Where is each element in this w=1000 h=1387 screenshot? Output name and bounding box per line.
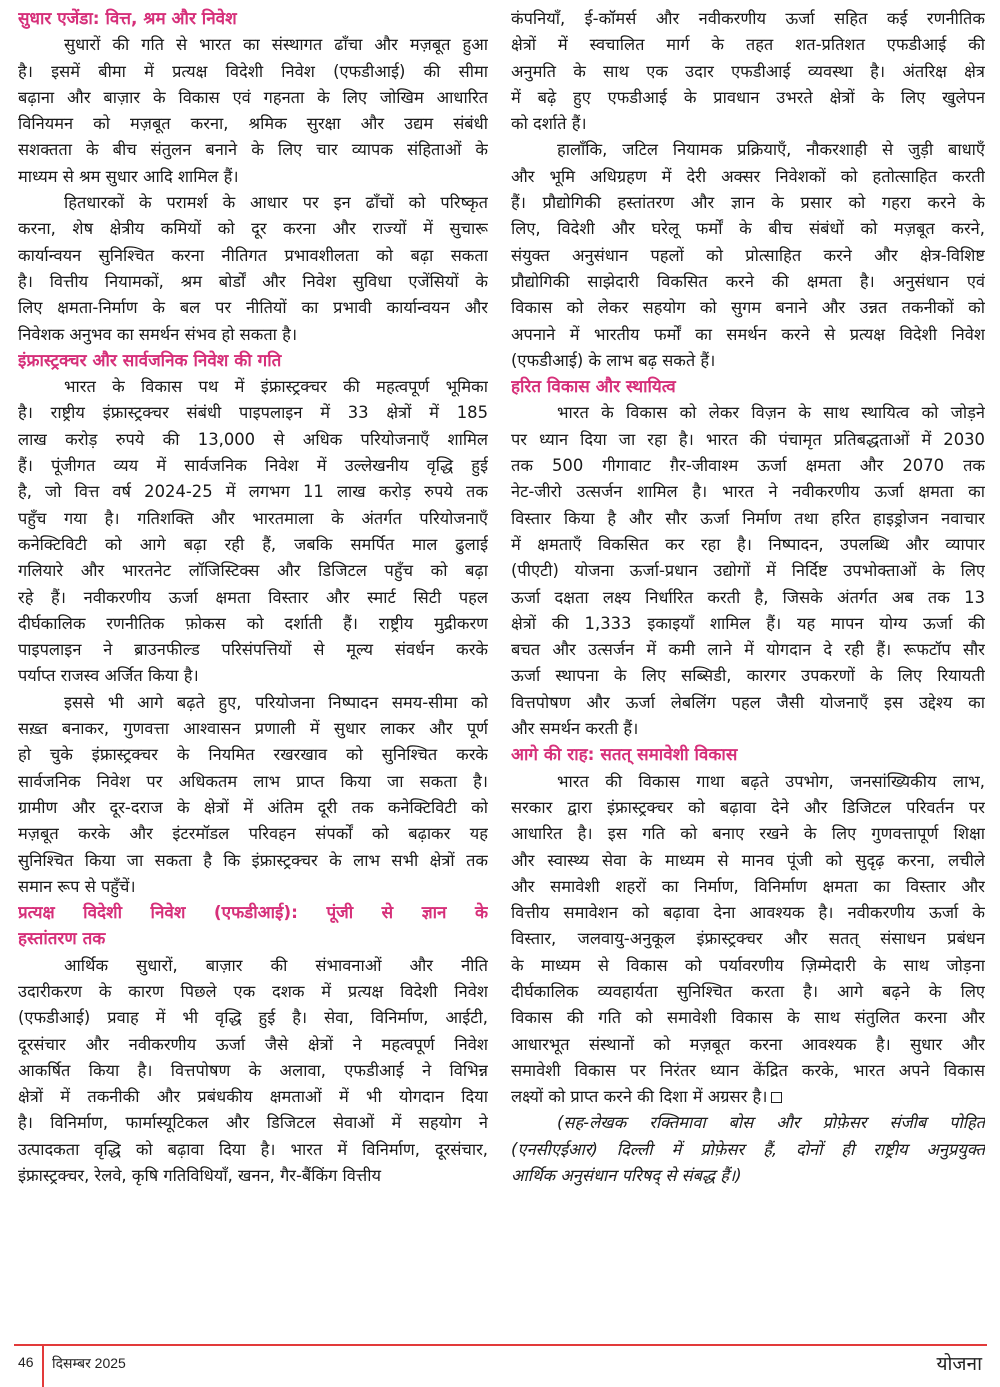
text-line: लिए, विदेशी और घरेलू फर्मों के बीच संबंधों को मज़बूत करने, bbox=[511, 219, 985, 239]
text-line: क्षेत्रों में स्वचालित मार्ग के तहत शत-प्रतिशत एफडीआई की bbox=[511, 35, 985, 55]
section-heading bbox=[18, 6, 488, 32]
heading-line: हस्तांतरण तक bbox=[18, 929, 106, 950]
credit-line: (एनसीएईआर) दिल्ली में प्रोफ़ेसर हैं, दोनों ही राष्ट्रीय अनुप्रयुक्त bbox=[511, 1139, 985, 1159]
footer-divider bbox=[42, 1344, 44, 1387]
body-paragraph bbox=[511, 6, 985, 137]
text-line: नेट-जीरो उत्सर्जन शामिल है। भारत ने नवीकरणीय ऊर्जा क्षमता का bbox=[511, 482, 985, 502]
body-paragraph bbox=[511, 400, 985, 742]
text-line: विकास की गति को समावेशी विकास के साथ संतुलित करना और bbox=[511, 1008, 985, 1028]
text-line: उत्पादकता वृद्धि को बढ़ावा दिया है। भारत में विनिर्माण, दूरसंचार, bbox=[18, 1139, 488, 1159]
text-line: भारत की विकास गाथा बढ़ते उपभोग, जनसांख्यिकीय लाभ, bbox=[557, 771, 985, 791]
text-line: है। इसमें बीमा में प्रत्यक्ष विदेशी निवेश (एफडीआई) की सीमा bbox=[18, 61, 488, 81]
text-line: क्षेत्रों की 1,333 इकाइयाँ शामिल हैं। यह मापन योग्य ऊर्जा की bbox=[511, 613, 985, 633]
text-line: पर्याप्त राजस्व अर्जित किया है। bbox=[18, 666, 199, 686]
text-line: दीर्घकालिक व्यवहार्यता सुनिश्चित करता है। आगे बढ़ने के लिए bbox=[511, 981, 985, 1001]
text-line: विस्तार, जलवायु-अनुकूल इंफ्रास्ट्रक्चर और सतत् संसाधन प्रबंधन bbox=[511, 929, 985, 949]
text-line: और भूमि अधिग्रहण में देरी अक्सर निवेशकों को हतोत्साहित करती bbox=[511, 166, 985, 186]
body-paragraph bbox=[18, 190, 488, 348]
text-line: है। वित्तीय नियामकों, श्रम बोर्डों और निवेश सुविधा एजेंसियों के bbox=[18, 271, 488, 291]
section-heading bbox=[511, 374, 985, 400]
text-line: सशक्तता के बीच संतुलन बनाने के लिए चार व्यापक संहिताओं के bbox=[18, 140, 488, 160]
text-line: विस्तार किया है और सौर ऊर्जा निर्माण तथा हरित हाइड्रोजन नवाचार bbox=[511, 508, 985, 528]
body-paragraph bbox=[18, 953, 488, 1190]
text-line: है। विनिर्माण, फार्मास्यूटिकल और डिजिटल सेवाओं में सहयोग ने bbox=[18, 1113, 488, 1133]
text-line: मज़बूत करके और इंटरमॉडल परिवहन संपर्कों को बढ़ाकर यह bbox=[18, 824, 488, 844]
text-line: हालाँकि, जटिल नियामक प्रक्रियाएँ, नौकरशाही से जुड़ी बाधाएँ bbox=[557, 140, 985, 160]
text-line: सुनिश्चित किया जा सकता है कि इंफ्रास्ट्रक्चर के लाभ सभी क्षेत्रों तक bbox=[18, 850, 488, 870]
text-line: माध्यम से श्रम सुधार आदि शामिल हैं। bbox=[18, 166, 239, 186]
text-line: समावेशी विकास पर निरंतर ध्यान केंद्रित करके, भारत अपने विकास bbox=[511, 1060, 985, 1080]
text-line: (एफडीआई) प्रवाह में भी वृद्धि हुई है। सेवा, विनिर्माण, आईटी, bbox=[18, 1008, 488, 1028]
text-line: ऊर्जा दक्षता लक्ष्य निर्धारित करती है, जिसके अंतर्गत अब तक 13 bbox=[511, 587, 985, 607]
body-paragraph bbox=[18, 690, 488, 900]
text-line: कनेक्टिविटी को आगे बढ़ा रही हैं, जबकि समर्पित माल ढुलाई bbox=[18, 534, 488, 554]
text-line: सरकार द्वारा इंफ्रास्ट्रक्चर को बढ़ावा देने और डिजिटल परिवर्तन पर bbox=[511, 797, 985, 817]
text-line: आकर्षित किया है। वित्तपोषण के अलावा, एफडीआई ने विभिन्न bbox=[18, 1060, 488, 1080]
text-line: भारत के विकास को लेकर विज़न के साथ स्थायित्व को जोड़ने bbox=[557, 403, 985, 423]
right-column bbox=[511, 6, 985, 1189]
section-heading bbox=[18, 348, 488, 374]
text-line: रहे हैं। नवीकरणीय ऊर्जा क्षमता विस्तार और स्मार्ट सिटी पहल bbox=[18, 587, 488, 607]
page-number: 46 bbox=[18, 1354, 34, 1370]
text-line: है, जो वित्त वर्ष 2024-25 में लगभग 11 लाख करोड़ रुपये तक bbox=[18, 482, 488, 502]
text-line: सख़्त बनाकर, गुणवत्ता आश्वासन प्रणाली में सुधार लाकर और पूर्ण bbox=[18, 719, 488, 739]
heading-line: हरित विकास और स्थायित्व bbox=[511, 377, 676, 398]
text-line: समान रूप से पहुँचें। bbox=[18, 876, 136, 896]
text-line: सुधारों की गति से भारत का संस्थागत ढाँचा और मज़बूत हुआ bbox=[64, 35, 488, 55]
section-heading bbox=[511, 742, 985, 768]
text-line: निवेशक अनुभव का समर्थन संभव हो सकता है। bbox=[18, 324, 298, 344]
text-line: ऊर्जा स्थापना के लिए सब्सिडी, कारगर उपकरणों के लिए रियायती bbox=[511, 666, 985, 686]
text-line: अपनाने में भारतीय फर्मों का समर्थन करने से प्रत्यक्ष विदेशी निवेश bbox=[511, 324, 985, 344]
text-line: लाख करोड़ रुपये की 13,000 से अधिक परियोजनाएँ शामिल bbox=[18, 429, 488, 449]
text-line: कार्यान्वयन सुनिश्चित करना नीतिगत प्रभावशीलता को बढ़ा सकता bbox=[18, 245, 488, 265]
issue-date: दिसम्बर 2025 bbox=[52, 1355, 126, 1371]
text-line: दीर्घकालिक रणनीतिक फ़ोकस को दर्शाती हैं। राष्ट्रीय मुद्रीकरण bbox=[18, 613, 488, 633]
text-line: बढ़ाना और बाज़ार के विकास एवं गहनता के लिए जोखिम आधारित bbox=[18, 87, 488, 107]
text-line: विकास को लेकर सहयोग को सुगम बनाने और उन्नत तकनीकों को bbox=[511, 298, 985, 318]
heading-line: प्रत्यक्ष विदेशी निवेश (एफडीआई): पूंजी से ज्ञान के bbox=[18, 903, 488, 924]
text-line: वित्तपोषण और ऊर्जा लेबलिंग पहल जैसी योजनाएँ इस उद्देश्य का bbox=[511, 692, 985, 712]
text-line: लक्ष्यों को प्राप्त करने की दिशा में अग्रसर है। bbox=[511, 1084, 985, 1110]
text-line: (एफडीआई) के लाभ बढ़ सकते हैं। bbox=[511, 350, 716, 370]
text-line: हो चुके इंफ्रास्ट्रक्चर के नियमित रखरखाव को सुनिश्चित करके bbox=[18, 745, 488, 765]
author-credit bbox=[511, 1110, 985, 1189]
body-paragraph bbox=[511, 137, 985, 374]
text-line: पहुँच गया है। गतिशक्ति और भारतमाला के अंतर्गत परियोजनाएँ bbox=[18, 508, 488, 528]
body-paragraph bbox=[18, 374, 488, 690]
text-line: (पीएटी) योजना ऊर्जा-प्रधान उद्योगों में निर्दिष्ट उपभोक्ताओं के लिए bbox=[511, 561, 985, 581]
text-line: तक 500 गीगावाट ग़ैर-जीवाश्म ऊर्जा क्षमता और 2070 तक bbox=[511, 456, 985, 476]
text-line: हैं। पूंजीगत व्यय में सार्वजनिक निवेश में उल्लेखनीय वृद्धि हुई bbox=[18, 456, 488, 476]
footer-rule bbox=[14, 1344, 987, 1346]
section-heading bbox=[18, 900, 488, 953]
text-line: और समर्थन करती हैं। bbox=[511, 719, 639, 739]
text-line: हैं। प्रौद्योगिकी हस्तांतरण और ज्ञान के प्रसार को गहरा करने के bbox=[511, 193, 985, 213]
text-line: इससे भी आगे बढ़ते हुए, परियोजना निष्पादन समय-सीमा को bbox=[64, 692, 488, 712]
text-line: प्रौद्योगिकी साझेदारी विकसित करने की क्षमता है। अनुसंधान एवं bbox=[511, 271, 985, 291]
text-line: क्षेत्रों में तकनीकी और प्रबंधकीय क्षमताओं में भी योगदान दिया bbox=[18, 1087, 488, 1107]
text-line: गलियारे और भारतनेट लॉजिस्टिक्स और डिजिटल पहुँच को बढ़ा bbox=[18, 561, 488, 581]
body-paragraph bbox=[18, 32, 488, 190]
heading-line: आगे की राह: सतत् समावेशी विकास bbox=[511, 745, 738, 766]
heading-line: सुधार एजेंडा: वित्त, श्रम और निवेश bbox=[18, 9, 237, 29]
text-line: करना, शेष क्षेत्रीय कमियों को दूर करना और राज्यों में सुचारू bbox=[18, 219, 488, 239]
text-line: आर्थिक सुधारों, बाज़ार की संभावनाओं और नीति bbox=[64, 955, 488, 975]
text-line: को दर्शाते हैं। bbox=[511, 114, 587, 134]
text-line: आधारभूत संस्थानों को मज़बूत करना आवश्यक है। सुधार और bbox=[511, 1034, 985, 1054]
text-line: उदारीकरण के कारण पिछले एक दशक में प्रत्यक्ष विदेशी निवेश bbox=[18, 981, 488, 1001]
text-line: आधारित है। इस गति को बनाए रखने के लिए गुणवत्तापूर्ण शिक्षा bbox=[511, 824, 985, 844]
text-line: बचत और उत्सर्जन में कमी लाने में योगदान दे रही हैं। रूफटॉप सौर bbox=[511, 640, 985, 660]
text-line: संयुक्त अनुसंधान पहलों को प्रोत्साहित करने और क्षेत्र-विशिष्ट bbox=[511, 245, 985, 265]
text-line: में बढ़े हुए एफडीआई के प्रावधान उभरते क्षेत्रों के लिए खुलेपन bbox=[511, 87, 985, 107]
text-line: पाइपलाइन ने ब्राउनफील्ड परिसंपत्तियों से मूल्य संवर्धन करके bbox=[18, 640, 488, 660]
text-line: ग्रामीण और दूर-दराज के क्षेत्रों में अंतिम दूरी तक कनेक्टिविटी को bbox=[18, 797, 488, 817]
text-line: भारत के विकास पथ में इंफ्रास्ट्रक्चर की महत्वपूर्ण भूमिका bbox=[64, 377, 488, 397]
text-line: अनुमति के साथ एक उदार एफडीआई व्यवस्था है। अंतरिक्ष क्षेत्र bbox=[511, 61, 985, 81]
text-line: के माध्यम से विकास को पर्यावरणीय ज़िम्मेदारी के साथ जोड़ना bbox=[511, 955, 985, 975]
magazine-name: योजना bbox=[936, 1353, 982, 1375]
text-line: सार्वजनिक निवेश पर अधिकतम लाभ प्राप्त किया जा सकता है। bbox=[18, 771, 488, 791]
text-line: में क्षमताएँ विकसित कर रहा है। निष्पादन, उपलब्धि और व्यापार bbox=[511, 534, 985, 554]
text-line: और स्वास्थ्य सेवा के माध्यम से मानव पूंजी को सुदृढ़ करना, लचीले bbox=[511, 850, 985, 870]
left-column bbox=[18, 6, 488, 1189]
text-line: है। राष्ट्रीय इंफ्रास्ट्रक्चर संबंधी पाइपलाइन में 33 क्षेत्रों में 185 bbox=[18, 403, 488, 423]
text-line: लिए क्षमता-निर्माण के बल पर नीतियों का प्रभावी कार्यान्वयन और bbox=[18, 298, 488, 318]
text-line: वित्तीय समावेशन को बढ़ावा देना आवश्यक है। नवीकरणीय ऊर्जा के bbox=[511, 903, 985, 923]
text-line: हितधारकों के परामर्श के आधार पर इन ढाँचों को परिष्कृत bbox=[64, 193, 488, 213]
text-line: विनियमन को मज़बूत करना, श्रमिक सुरक्षा और उद्यम संबंधी bbox=[18, 114, 488, 134]
body-paragraph bbox=[511, 769, 985, 1111]
text-line: और समावेशी शहरों का निर्माण, विनिर्माण क्षमता का विस्तार और bbox=[511, 876, 985, 896]
text-line: कंपनियाँ, ई-कॉमर्स और नवीकरणीय ऊर्जा सहित कई रणनीतिक bbox=[511, 9, 985, 28]
credit-line: आर्थिक अनुसंधान परिषद् से संबद्ध हैं।) bbox=[511, 1166, 742, 1186]
text-line: पर ध्यान दिया जा रहा है। भारत की पंचामृत प्रतिबद्धताओं में 2030 bbox=[511, 429, 985, 449]
end-of-article-icon bbox=[771, 1092, 782, 1103]
text-line: दूरसंचार और नवीकरणीय ऊर्जा जैसे क्षेत्रों ने महत्वपूर्ण निवेश bbox=[18, 1034, 488, 1054]
heading-line: इंफ्रास्ट्रक्चर और सार्वजनिक निवेश की गति bbox=[18, 350, 282, 371]
text-line: इंफ्रास्ट्रक्चर, रेलवे, कृषि गतिविधियाँ, खनन, गैर-बैंकिंग वित्तीय bbox=[18, 1166, 381, 1186]
credit-line: (सह-लेखक रक्तिमावा बोस और प्रोफ़ेसर संजीब पोहित bbox=[557, 1113, 985, 1133]
